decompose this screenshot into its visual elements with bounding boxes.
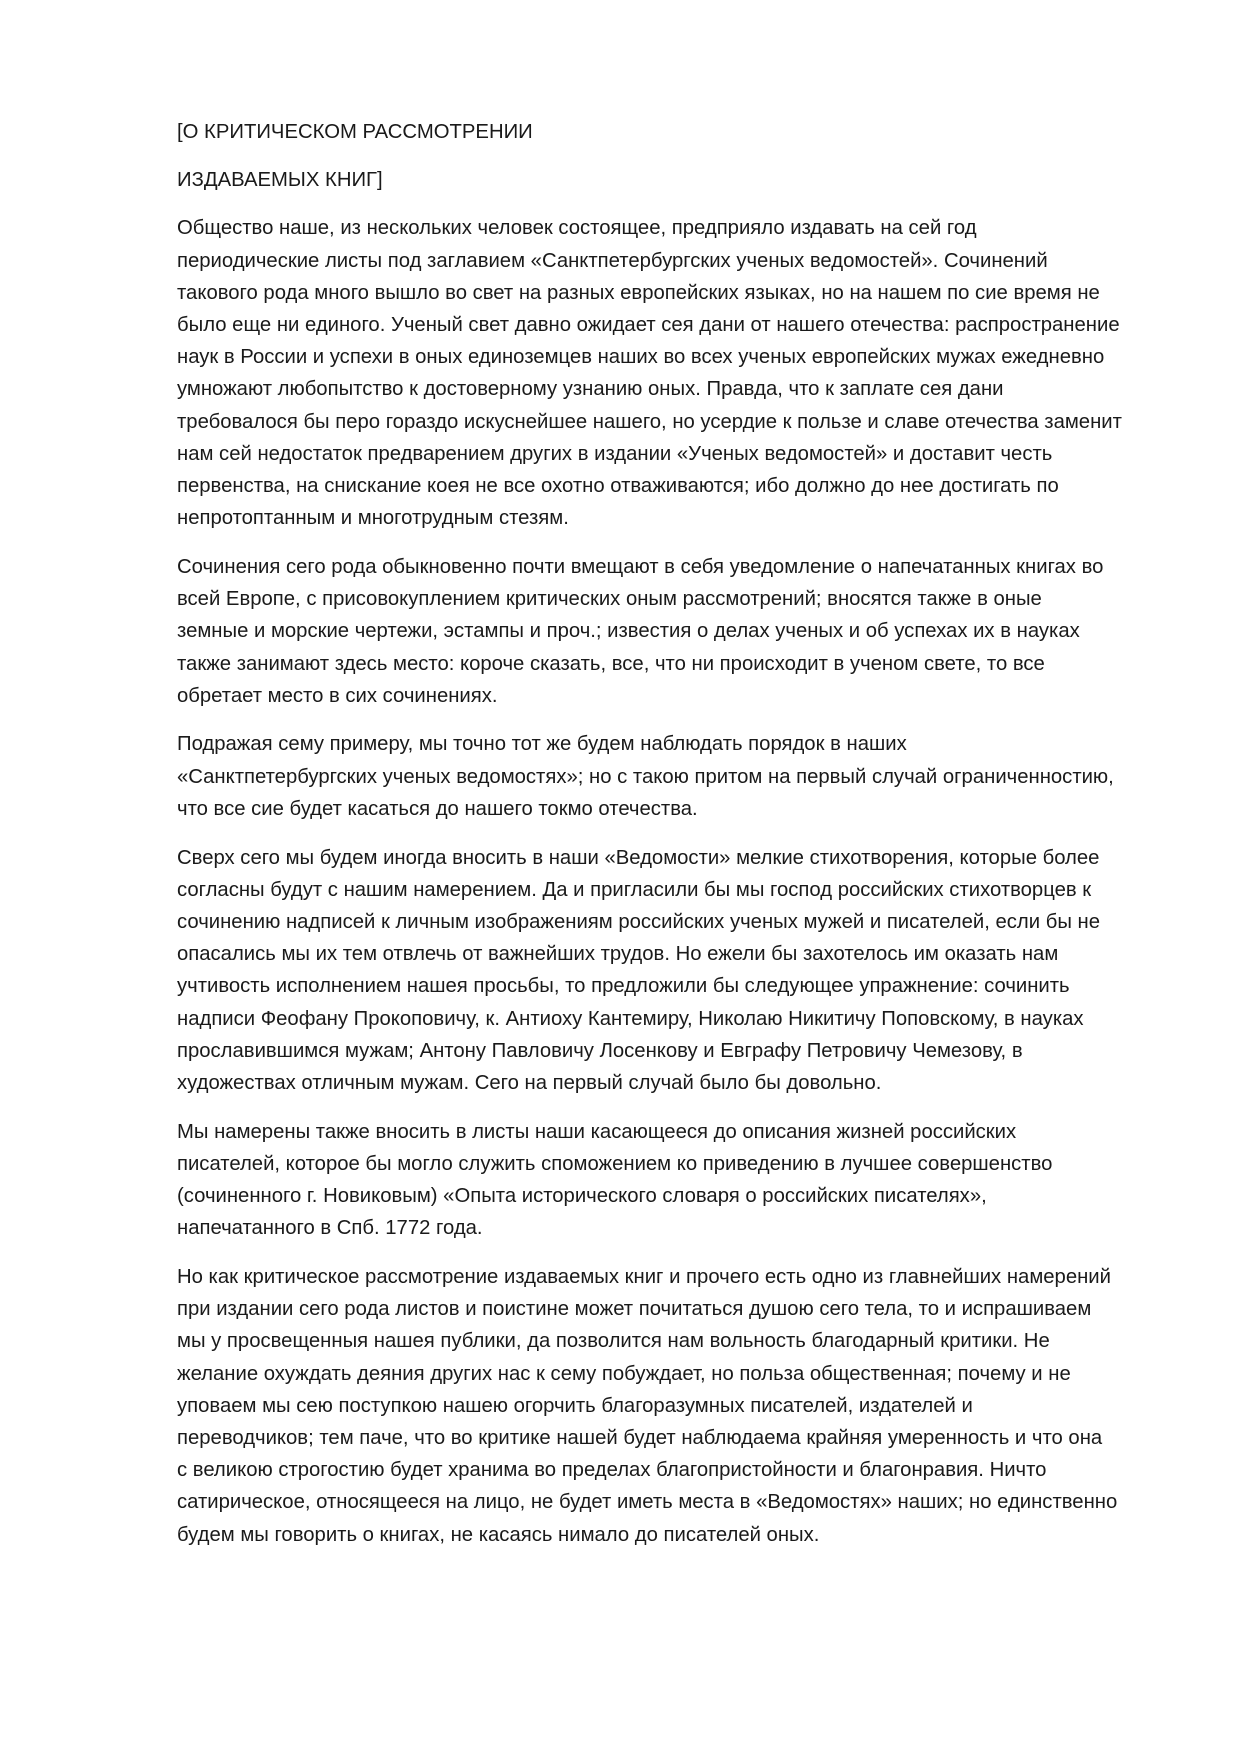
paragraph-line: Мы намерены также вносить в листы наши касающееся до описания жизней российских [177, 1120, 1017, 1143]
paragraph-line: сочинению надписей к личным изображениям российских ученых мужей и писателей, если бы не [177, 910, 1101, 933]
paragraph-line: желание охуждать деяния других нас к сему побуждает, но польза общественная; почему и не [177, 1362, 1071, 1385]
paragraph-5 [177, 1116, 1167, 1245]
paragraph-line: прославившимся мужам; Антону Павловичу Лосенкову и Евграфу Петровичу Чемезову, в [177, 1039, 1023, 1062]
paragraph-line: такового рода много вышло во свет на разных европейских языках, но на нашем по сие время не [177, 281, 1100, 304]
paragraph-line: писателей, которое бы могло служить споможением ко приведению в лучшее совершенство [177, 1152, 1053, 1175]
paragraph-line: сатирическое, относящееся на лицо, не будет иметь места в «Ведомостях» наших; но единственно [177, 1491, 1118, 1514]
paragraph-line: что все сие будет касаться до нашего токмо отечества. [177, 797, 698, 820]
document-title-line-2: ИЗДАВАЕМЫХ КНИГ] [177, 169, 383, 192]
paragraph-line: земные и морские чертежи, эстампы и проч.; известия о делах ученых и об успехах их в науках [177, 620, 1080, 643]
paragraph-line: переводчиков; тем паче, что во критике нашей будет наблюдаема крайняя умеренность и что она [177, 1427, 1103, 1450]
paragraph-line: Общество наше, из нескольких человек состоящее, предприяло издавать на сей год [177, 217, 977, 240]
paragraph-1 [177, 212, 1167, 534]
document-title-line-1: [О КРИТИЧЕСКОМ РАССМОТРЕНИИ [177, 121, 533, 143]
paragraph-line: опасались мы их тем отвлечь от важнейших трудов. Но ежели бы захотелось им оказать нам [177, 943, 1059, 966]
paragraph-line: напечатанного в Спб. 1772 года. [177, 1217, 483, 1240]
paragraph-line: нам сей недостаток предварением других в издании «Ученых ведомостей» и доставит честь [177, 442, 1053, 465]
paragraph-line: Сверх сего мы будем иногда вносить в наши «Ведомости» мелкие стихотворения, которые более [177, 846, 1100, 869]
paragraph-4 [177, 842, 1167, 1100]
paragraph-line: Сочинения сего рода обыкновенно почти вмещают в себя уведомление о напечатанных книгах во [177, 555, 1104, 578]
paragraph-line: учтивость исполнением нашея просьбы, то предложили бы следующее упражнение: сочинить [177, 975, 1070, 998]
paragraph-line: обретает место в сих сочинениях. [177, 684, 498, 707]
paragraph-line: всей Европе, с присовокуплением критических оным рассмотрений; вносятся также в оные [177, 588, 1042, 611]
paragraph-line: уповаем мы сею поступкою нашею огорчить благоразумных писателей, издателей и [177, 1394, 973, 1417]
paragraph-line: будем мы говорить о книгах, не касаясь нимало до писателей оных. [177, 1523, 820, 1546]
paragraph-line: «Санктпетербургских ученых ведомостях»; но с такою притом на первый случай ограниченностию, [177, 765, 1114, 788]
paragraph-line: периодические листы под заглавием «Санктпетербургских ученых ведомостей». Сочинений [177, 249, 1048, 272]
document-body [177, 212, 1167, 1550]
document-page [177, 116, 1167, 1567]
paragraph-3 [177, 728, 1167, 825]
paragraph-6 [177, 1261, 1167, 1551]
paragraph-line: Но как критическое рассмотрение издаваемых книг и прочего есть одно из главнейших намерений [177, 1266, 1111, 1288]
paragraph-line: непротоптанным и многотрудным стезям. [177, 507, 569, 530]
paragraph-line: при издании сего рода листов и поистине может почитаться душою сего тела, то и испрашиваем [177, 1298, 1092, 1321]
paragraph-line: согласны будут с нашим намерением. Да и пригласили бы мы господ российских стихотворцев к [177, 878, 1092, 901]
paragraph-line: художествах отличным мужам. Сего на первый случай было бы довольно. [177, 1071, 882, 1094]
paragraph-line: (сочиненного г. Новиковым) «Опыта исторического словаря о российских писателях», [177, 1185, 987, 1208]
paragraph-line: наук в России и успехи в оных единоземцев наших во всех ученых европейских мужах ежедневно [177, 346, 1105, 369]
paragraph-line: Подражая сему примеру, мы точно тот же будем наблюдать порядок в наших [177, 733, 907, 756]
paragraph-line: также занимают здесь место: короче сказать, все, что ни происходит в ученом свете, то все [177, 652, 1045, 675]
paragraph-line: умножают любопытство к достоверному узнанию оных. Правда, что к заплате сея дани [177, 378, 1004, 401]
paragraph-line: мы у просвещенныя нашея публики, да позволится нам вольность благодарный критики. Не [177, 1330, 1050, 1353]
paragraph-line: было еще ни единого. Ученый свет давно ожидает сея дани от нашего отечества: распространение [177, 314, 1120, 337]
paragraph-line: надписи Феофану Прокоповичу, к. Антиоху Кантемиру, Николаю Никитичу Поповскому, в науках [177, 1007, 1084, 1030]
paragraph-2 [177, 551, 1167, 712]
paragraph-line: первенства, на снискание коея не все охотно отваживаются; ибо должно до нее достигать по [177, 475, 1059, 498]
paragraph-line: с великою строгостию будет хранима во пределах благопристойности и благонравия. Ничто [177, 1459, 1047, 1482]
paragraph-line: требовалося бы перо гораздо искуснейшее нашего, но усердие к пользе и славе отечества заменит [177, 410, 1122, 433]
